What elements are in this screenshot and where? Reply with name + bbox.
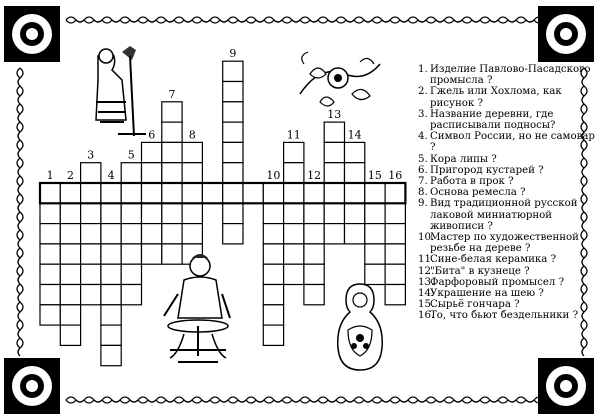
crossword-cell[interactable] (365, 244, 385, 264)
clue-number: 6. (418, 164, 428, 176)
crossword-cell[interactable] (304, 244, 324, 264)
floral-pattern-illustration (290, 44, 385, 116)
crossword-cell[interactable] (60, 244, 80, 264)
crossword-cell[interactable] (385, 224, 405, 244)
crossword-cell[interactable] (304, 264, 324, 284)
crossword-cell[interactable] (40, 305, 60, 325)
crossword-cell[interactable] (81, 285, 101, 305)
crossword-cell[interactable] (345, 183, 365, 203)
crossword-cell[interactable] (81, 244, 101, 264)
crossword-cell[interactable] (121, 285, 141, 305)
crossword-cell[interactable] (81, 264, 101, 284)
crossword-cell[interactable] (162, 203, 182, 223)
crossword-cell[interactable] (182, 183, 202, 203)
clue-text: Символ России, но не самовар ? (430, 131, 595, 154)
crossword-cell[interactable] (182, 163, 202, 183)
crossword-cell[interactable] (121, 264, 141, 284)
crossword-cell[interactable] (101, 183, 121, 203)
crossword-cell[interactable] (60, 183, 80, 203)
clue-number: 16. (418, 310, 435, 322)
clue-text: Вид традиционной русской лаковой миниатюрной живописи ? (430, 198, 578, 232)
clue-text: Мастер по художественной резьбе на дереве ? (430, 232, 579, 255)
crossword-cell[interactable] (263, 305, 283, 325)
crossword-cell[interactable] (182, 224, 202, 244)
crossword-cell[interactable] (304, 285, 324, 305)
clue-item (418, 165, 598, 176)
crossword-cell[interactable] (101, 224, 121, 244)
crossword-cell[interactable] (60, 203, 80, 223)
crossword-cell[interactable] (385, 244, 405, 264)
crossword-cell[interactable] (284, 163, 304, 183)
crossword-cell[interactable] (365, 224, 385, 244)
crossword-cell[interactable] (40, 264, 60, 284)
word-number-label: 8 (188, 128, 196, 142)
crossword-cell[interactable] (223, 203, 243, 223)
crossword-cell[interactable] (142, 224, 162, 244)
crossword-cell[interactable] (142, 183, 162, 203)
clue-text: Кора липы ? (430, 153, 497, 165)
spinning-woman-illustration (78, 42, 146, 142)
crossword-cell[interactable] (162, 183, 182, 203)
clue-text: То, что бьют бездельники ? (430, 310, 579, 322)
clue-number: 15. (418, 299, 435, 311)
crossword-cell[interactable] (304, 203, 324, 223)
crossword-cell[interactable] (304, 224, 324, 244)
crossword-cell[interactable] (324, 203, 344, 223)
crossword-cell[interactable] (142, 203, 162, 223)
word-number-label: 12 (307, 169, 322, 182)
word-number-label: 1 (46, 169, 54, 182)
crossword-cell[interactable] (162, 142, 182, 162)
crossword-cell[interactable] (284, 142, 304, 162)
crossword-cell[interactable] (345, 163, 365, 183)
crossword-cell[interactable] (202, 183, 222, 203)
potter-illustration (156, 250, 238, 370)
crossword-cell[interactable] (284, 224, 304, 244)
crossword-cell[interactable] (263, 183, 283, 203)
crossword-cell[interactable] (81, 163, 101, 183)
crossword-cell[interactable] (162, 163, 182, 183)
crossword-cell[interactable] (324, 163, 344, 183)
matryoshka-illustration (330, 280, 390, 374)
crossword-cell[interactable] (324, 122, 344, 142)
clue-item (418, 187, 598, 198)
crossword-cell[interactable] (263, 224, 283, 244)
crossword-cell[interactable] (223, 122, 243, 142)
word-number-label: 7 (168, 87, 176, 101)
crossword-cell[interactable] (40, 285, 60, 305)
crossword-cell[interactable] (101, 325, 121, 345)
crossword-cell[interactable] (121, 244, 141, 264)
crossword-cell[interactable] (182, 203, 202, 223)
clue-item (418, 310, 598, 321)
clue-item (418, 109, 598, 131)
clues-list (418, 64, 598, 322)
crossword-cell[interactable] (284, 203, 304, 223)
word-number-label: 5 (127, 148, 135, 162)
crossword-cell[interactable] (40, 244, 60, 264)
clue-item (418, 86, 598, 108)
clue-item (418, 254, 598, 265)
crossword-cell[interactable] (121, 183, 141, 203)
crossword-cell[interactable] (60, 285, 80, 305)
word-number-label: 9 (229, 47, 237, 61)
crossword-cell[interactable] (81, 224, 101, 244)
crossword-cell[interactable] (142, 142, 162, 162)
crossword-cell[interactable] (142, 163, 162, 183)
crossword-cell[interactable] (162, 224, 182, 244)
clue-number: 7. (418, 176, 428, 188)
crossword-cell[interactable] (223, 224, 243, 244)
crossword-cell[interactable] (223, 102, 243, 122)
clue-item (418, 288, 598, 299)
crossword-cell[interactable] (101, 244, 121, 264)
clue-text: Фарфоровый промысел ? (430, 276, 565, 288)
word-number-label: 11 (286, 128, 301, 142)
crossword-cell[interactable] (81, 183, 101, 203)
crossword-cell[interactable] (223, 183, 243, 203)
word-number-label: 2 (67, 169, 74, 182)
clue-item (418, 232, 598, 254)
word-number-label: 14 (347, 128, 362, 142)
clue-text: Пригород кустарей ? (430, 164, 544, 176)
clue-item (418, 299, 598, 310)
clue-item (418, 131, 598, 153)
crossword-cell[interactable] (40, 224, 60, 244)
clue-number: 12. (418, 265, 435, 277)
clue-text: Название деревни, где расписывали подносы? (430, 108, 556, 132)
crossword-cell[interactable] (182, 142, 202, 162)
clue-item (418, 176, 598, 187)
crossword-cell[interactable] (345, 224, 365, 244)
crossword-cell[interactable] (101, 345, 121, 365)
word-number-label: 16 (388, 169, 403, 182)
word-number-label: 6 (148, 128, 156, 142)
crossword-cell[interactable] (263, 264, 283, 284)
crossword-cell[interactable] (243, 183, 263, 203)
clue-number: 1. (418, 64, 428, 75)
crossword-cell[interactable] (263, 244, 283, 264)
clue-text: Гжель или Хохлома, как рисунок ? (430, 86, 562, 109)
clue-item (418, 277, 598, 288)
clue-number: 3. (418, 108, 428, 120)
crossword-cell[interactable] (101, 285, 121, 305)
crossword-cell[interactable] (223, 163, 243, 183)
clue-number: 11. (418, 254, 435, 266)
word-number-label: 15 (367, 169, 382, 182)
crossword-cell[interactable] (121, 203, 141, 223)
crossword-cell[interactable] (162, 122, 182, 142)
clue-text: Основа ремесла ? (430, 187, 526, 199)
crossword-cell[interactable] (324, 142, 344, 162)
clue-text: Сырьё гончара ? (430, 299, 520, 311)
crossword-cell[interactable] (60, 325, 80, 345)
clue-text: Сине-белая керамика ? (430, 254, 557, 266)
crossword-cell[interactable] (365, 183, 385, 203)
word-number-label: 10 (266, 169, 281, 182)
clue-text: Работа в прок ? (430, 176, 514, 188)
crossword-cell[interactable] (81, 203, 101, 223)
word-number-label: 13 (327, 108, 342, 122)
crossword-cell[interactable] (223, 142, 243, 162)
word-number-label: 4 (107, 169, 115, 182)
crossword-cell[interactable] (304, 183, 324, 203)
crossword-cell[interactable] (324, 224, 344, 244)
crossword-cell[interactable] (121, 163, 141, 183)
crossword-cell[interactable] (345, 142, 365, 162)
clue-number: 14. (418, 288, 435, 300)
crossword-cell[interactable] (324, 183, 344, 203)
crossword-cell[interactable] (101, 264, 121, 284)
clue-number: 8. (418, 187, 428, 199)
crossword-cell[interactable] (385, 183, 405, 203)
crossword-cell[interactable] (162, 102, 182, 122)
clue-number: 4. (418, 131, 428, 143)
crossword-cell[interactable] (284, 264, 304, 284)
crossword-cell[interactable] (263, 285, 283, 305)
crossword-cell[interactable] (40, 183, 60, 203)
clue-item (418, 198, 598, 232)
clue-number: 9. (418, 198, 428, 210)
clue-number: 2. (418, 86, 428, 98)
crossword-cell[interactable] (223, 82, 243, 102)
clue-item (418, 266, 598, 277)
clue-text: Украшение на шею ? (430, 288, 544, 300)
crossword-cell[interactable] (284, 183, 304, 203)
clue-number: 13. (418, 276, 435, 288)
crossword-cell[interactable] (263, 325, 283, 345)
word-number-label: 3 (87, 148, 95, 162)
crossword-cell[interactable] (60, 264, 80, 284)
clue-number: 10. (418, 232, 435, 244)
crossword-cell[interactable] (223, 61, 243, 81)
crossword-cell[interactable] (385, 203, 405, 223)
crossword-cell[interactable] (365, 203, 385, 223)
crossword-cell[interactable] (60, 224, 80, 244)
crossword-cell[interactable] (121, 224, 141, 244)
crossword-cell[interactable] (345, 203, 365, 223)
crossword-cell[interactable] (60, 305, 80, 325)
crossword-cell[interactable] (284, 244, 304, 264)
crossword-cell[interactable] (101, 203, 121, 223)
crossword-cell[interactable] (101, 305, 121, 325)
clue-number: 5. (418, 153, 428, 165)
clue-text: Изделие Павлово-Пасадского промысла ? (430, 64, 591, 87)
crossword-cell[interactable] (40, 203, 60, 223)
clue-text: "Бита" в кузнеце ? (430, 265, 530, 277)
clue-item (418, 64, 598, 86)
clue-item (418, 154, 598, 165)
crossword-cell[interactable] (263, 203, 283, 223)
